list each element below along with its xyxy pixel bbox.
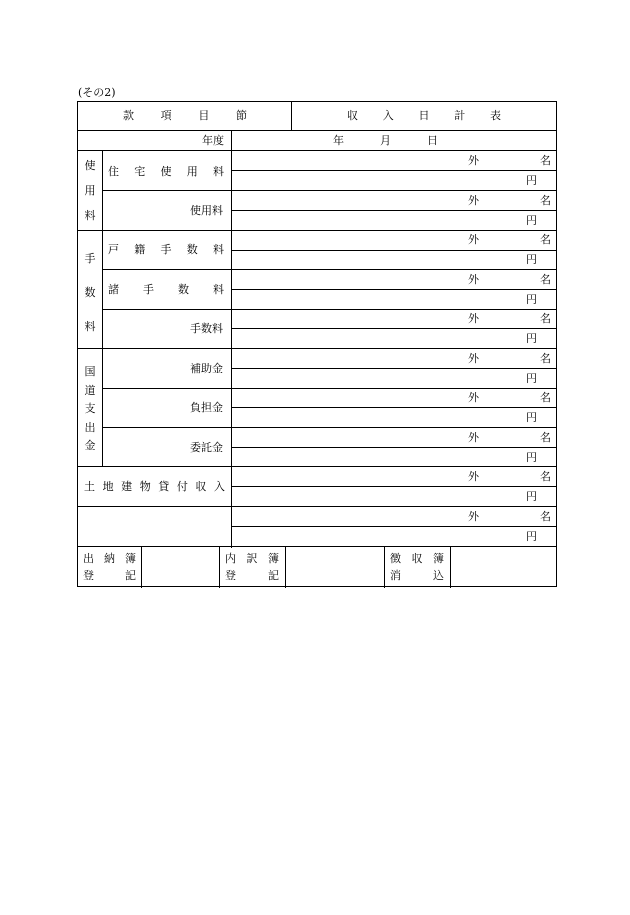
en-label: 円: [526, 293, 537, 306]
footer-uchiwake-top: 内 訳 簿: [225, 552, 279, 565]
fiscal-year-label: 年度: [202, 134, 224, 147]
en-label: 円: [526, 332, 537, 345]
mei-label: 名: [540, 154, 551, 167]
mei-label: 名: [540, 470, 551, 483]
gai-label: 外: [468, 391, 479, 404]
gai-label: 外: [468, 273, 479, 286]
item-tochi-tatemono: 土 地 建 物 貸 付 収 入: [84, 480, 225, 493]
date-month-label: 月: [380, 134, 391, 147]
footer-uchiwake-bottom: 登 記: [225, 569, 279, 582]
gai-label: 外: [468, 431, 479, 444]
en-label: 円: [526, 372, 537, 385]
group-tesuryo: 手 数 料: [84, 252, 96, 333]
mei-label: 名: [540, 273, 551, 286]
mei-label: 名: [540, 312, 551, 325]
en-label: 円: [526, 253, 537, 266]
en-label: 円: [526, 214, 537, 227]
form-number-note: (その2): [78, 86, 116, 99]
group-shiyoryo: 使 用 料: [84, 159, 96, 222]
item-itakukin: 委託金: [190, 441, 223, 454]
footer-choshu-bottom: 消 込: [390, 569, 444, 582]
item-shiyoryo: 使用料: [190, 204, 223, 217]
date-day-label: 日: [427, 134, 438, 147]
item-futankin: 負担金: [190, 401, 223, 414]
mei-label: 名: [540, 391, 551, 404]
en-label: 円: [526, 411, 537, 424]
item-sho-tesuryo: 諸 手 数 料: [108, 283, 224, 296]
gai-label: 外: [468, 233, 479, 246]
item-tesuryo: 手数料: [190, 322, 223, 335]
item-koseki-tesuryo: 戸 籍 手 数 料: [108, 243, 224, 256]
en-label: 円: [526, 490, 537, 503]
item-hojokin: 補助金: [190, 362, 223, 375]
en-label: 円: [526, 530, 537, 543]
mei-label: 名: [540, 233, 551, 246]
header-left-title: 款 項 目 節: [123, 109, 247, 122]
header-right-title: 収 入 日 計 表: [347, 109, 501, 122]
gai-label: 外: [468, 154, 479, 167]
footer-suito-bottom: 登 記: [83, 569, 136, 582]
en-label: 円: [526, 451, 537, 464]
en-label: 円: [526, 174, 537, 187]
footer-suito-top: 出 納 簿: [83, 552, 136, 565]
mei-label: 名: [540, 352, 551, 365]
gai-label: 外: [468, 352, 479, 365]
item-jutaku-shiyoryo: 住 宅 使 用 料: [108, 165, 224, 178]
gai-label: 外: [468, 312, 479, 325]
gai-label: 外: [468, 194, 479, 207]
footer-choshu-top: 徴 収 簿: [390, 552, 444, 565]
revenue-daily-total-form: [77, 101, 557, 587]
gai-label: 外: [468, 470, 479, 483]
mei-label: 名: [540, 194, 551, 207]
mei-label: 名: [540, 431, 551, 444]
mei-label: 名: [540, 510, 551, 523]
date-year-label: 年: [333, 134, 344, 147]
gai-label: 外: [468, 510, 479, 523]
group-kokudo: 国 道 支 出 金: [84, 365, 96, 452]
